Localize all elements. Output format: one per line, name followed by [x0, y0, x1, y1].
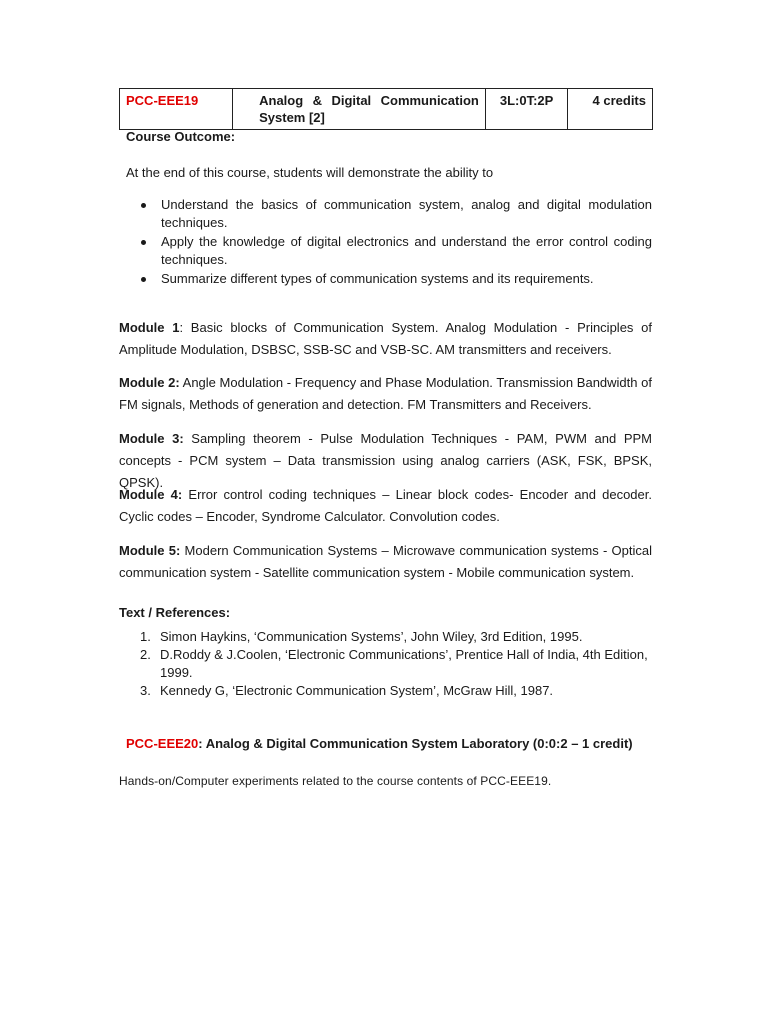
reference-item — [140, 682, 652, 700]
reference-text: Kennedy G, ‘Electronic Communication System’, McGraw Hill, 1987. — [160, 683, 554, 698]
course-outcome-heading: Course Outcome: — [126, 129, 236, 144]
module-text: Angle Modulation - Frequency and Phase Modulation. Transmission Bandwidth of FM signals, Methods of generation and detection. FM Transmitters and Receivers. — [119, 375, 653, 412]
reference-text: D.Roddy & J.Coolen, ‘Electronic Communications’, Prentice Hall of India, 4th Edition, 1999. — [160, 647, 648, 680]
lab-course-title: : Analog & Digital Communication System Laboratory (0:0:2 – 1 credit) — [198, 736, 633, 751]
module-label: Module 4: — [119, 487, 183, 502]
course-outcome-intro: At the end of this course, students will demonstrate the ability to — [126, 165, 494, 180]
module-label: Module 2: — [119, 375, 180, 390]
outcome-item: Summarize different types of communication systems and its requirements. — [141, 270, 652, 288]
module-separator: : — [179, 320, 184, 335]
module-label: Module 5: — [119, 543, 181, 558]
outcome-item: Apply the knowledge of digital electronics and understand the error control coding techniques. — [141, 233, 652, 269]
course-title: Analog & Digital Communication System [2] — [233, 89, 486, 130]
lab-course-code: PCC-EEE20 — [126, 736, 199, 751]
course-ltp: 3L:0T:2P — [485, 89, 568, 130]
reference-number: 3. — [140, 683, 151, 698]
lab-course-description: Hands-on/Computer experiments related to the course contents of PCC-EEE19. — [119, 774, 552, 788]
outcome-item: Understand the basics of communication system, analog and digital modulation techniques. — [141, 196, 652, 232]
course-credits: 4 credits — [568, 89, 653, 130]
course-outcome-list — [141, 196, 652, 289]
module-text: Basic blocks of Communication System. Analog Modulation - Principles of Amplitude Modulation, DSBSC, SSB-SC and VSB-SC. AM transmitters and receivers. — [119, 320, 652, 357]
module-4 — [119, 484, 652, 528]
module-1 — [119, 317, 652, 361]
course-code: PCC-EEE19 — [120, 89, 233, 130]
module-label: Module 1 — [119, 320, 180, 335]
course-header-row — [120, 89, 653, 130]
module-text: Error control coding techniques – Linear block codes- Encoder and decoder. Cyclic codes – Encoder, Syndrome Calculator. Convolution codes. — [119, 487, 652, 524]
references-list — [140, 628, 652, 700]
module-label: Module 3: — [119, 431, 184, 446]
lab-course-heading — [126, 735, 633, 753]
module-2 — [119, 372, 652, 416]
reference-number: 2. — [140, 647, 151, 662]
reference-item — [140, 646, 652, 682]
reference-text: Simon Haykins, ‘Communication Systems’, John Wiley, 3rd Edition, 1995. — [160, 629, 583, 644]
module-text: Modern Communication Systems – Microwave communication systems - Optical communication system - Satellite communication system - Mobile communication system. — [119, 543, 653, 580]
module-text: Sampling theorem - Pulse Modulation Techniques - PAM, PWM and PPM concepts - PCM system – Data transmission using analog carriers (ASK, FSK, BPSK, QPSK). — [119, 431, 653, 490]
reference-item — [140, 628, 652, 646]
references-heading: Text / References: — [119, 605, 231, 620]
reference-number: 1. — [140, 629, 151, 644]
course-header-table — [119, 88, 653, 130]
module-5 — [119, 540, 652, 584]
